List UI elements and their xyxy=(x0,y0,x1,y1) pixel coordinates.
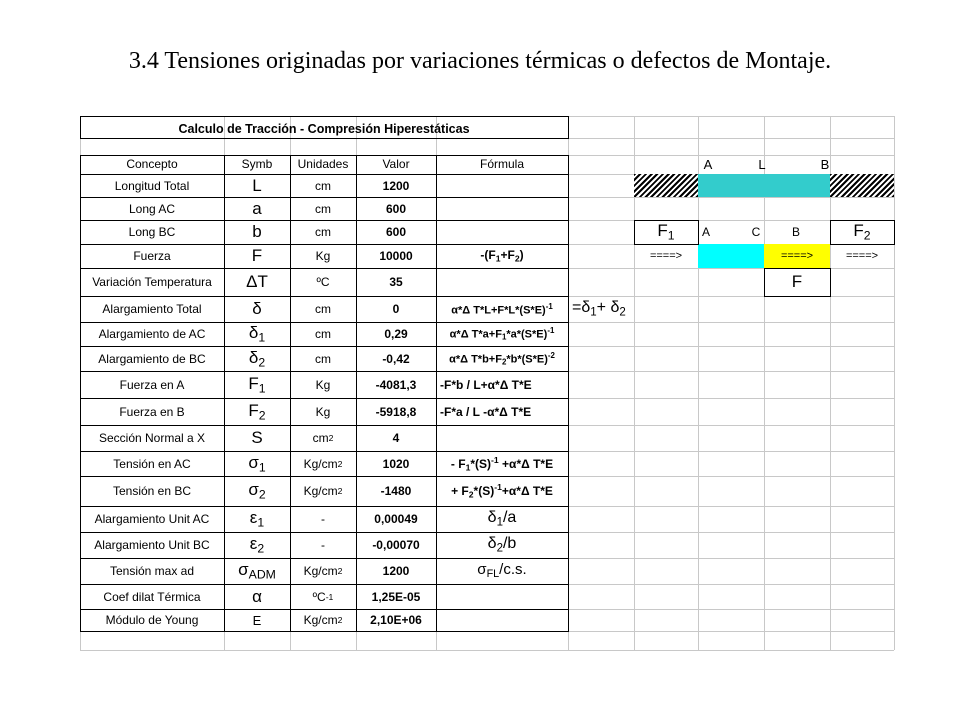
formula-delta-sum xyxy=(568,296,652,322)
symbol-L xyxy=(224,174,290,197)
unidades-cell: ºC xyxy=(316,275,330,289)
symbol-delta-2 xyxy=(224,346,290,371)
unidades-cell: Kg/cm 2 xyxy=(303,613,343,627)
valor-cell: 1200 xyxy=(382,564,410,578)
symbol-text: E xyxy=(252,612,262,628)
symbol-text: δ xyxy=(252,299,262,318)
valor-cell: -4081,3 xyxy=(375,377,417,392)
formula-text: $\sigma_{FL}/c.s$. xyxy=(477,561,527,581)
valor-cell: 4 xyxy=(392,431,400,445)
valor-cell: -5918,8 xyxy=(375,404,417,419)
valor-cell: -1480 xyxy=(380,484,412,498)
wall-right-hatch xyxy=(830,174,894,197)
arrow-middle-yellow xyxy=(764,244,830,268)
label-L-top: L xyxy=(758,156,766,172)
unidades-cell: - xyxy=(321,538,325,552)
symbol-F2 xyxy=(224,398,290,425)
unidades-cell: Kg xyxy=(315,377,331,392)
formula-text: - $F_1*(S)^{-1} +\alpha*\Delta$ T*E xyxy=(450,454,554,473)
valor-cell: 35 xyxy=(389,275,403,289)
unidades-cell: cm xyxy=(315,178,331,193)
unidades-cell: Kg/cm 2 xyxy=(303,564,343,578)
force-F1-box xyxy=(634,220,698,244)
concepto-cell: Alargamiento Unit AC xyxy=(94,512,210,526)
valor-cell: 600 xyxy=(385,225,407,239)
unidades-cell: cm xyxy=(315,201,331,216)
symbol-sigma-adm xyxy=(224,558,290,584)
unidades-cell: Kg xyxy=(315,404,331,419)
formula-text: -F*b / L+α*Δ T*E xyxy=(440,377,532,392)
valor-cell: -0,42 xyxy=(382,351,410,366)
symbol-text: $\varepsilon_2$ xyxy=(249,534,265,556)
concepto-cell: Tensión en BC xyxy=(112,484,192,498)
unidades-cell: Kg/cm 2 xyxy=(303,456,343,471)
force-F-box xyxy=(764,268,830,296)
valor-cell: 2,10E+06 xyxy=(370,613,422,627)
symbol-text: α xyxy=(252,586,262,606)
symbol-text: F xyxy=(251,246,263,265)
formula-text: $-(F_1+F_2)$ xyxy=(480,248,524,264)
sheet-title: Calculo de Tracción - Compresión Hiperestáticas xyxy=(178,121,470,136)
formula-fuerza xyxy=(436,244,568,268)
concepto-cell: Alargamiento Total xyxy=(102,302,202,316)
valor-cell: -0,00070 xyxy=(372,538,420,552)
concepto-cell: Long BC xyxy=(128,225,176,239)
bar-segment-cyan xyxy=(698,244,764,268)
label-B-mid: B xyxy=(791,225,800,239)
formula-text: $\delta_1/a$ xyxy=(487,509,517,529)
concepto-cell: Alargamiento de AC xyxy=(98,327,206,341)
formula-text: -F*a / L -α*Δ T*E xyxy=(440,404,532,419)
symbol-b xyxy=(224,220,290,244)
formula-tension-ac xyxy=(436,451,568,476)
formula-tension-bc xyxy=(436,476,568,506)
symbol-text: $F_1$ xyxy=(248,373,266,396)
symbol-text: ΔT xyxy=(246,272,268,291)
concepto-cell: Fuerza xyxy=(133,249,171,263)
formula-alargamiento-total xyxy=(436,296,568,322)
symbol-F1 xyxy=(224,371,290,398)
concepto-cell: Módulo de Young xyxy=(105,613,199,627)
symbol-epsilon-1 xyxy=(224,506,290,532)
valor-cell: 0,29 xyxy=(384,327,408,341)
symbol-text: $\sigma_{ADM}$ xyxy=(238,560,276,582)
symbol-sigma-1 xyxy=(224,451,290,476)
unidades-cell: cm xyxy=(315,225,331,239)
concepto-cell: Tensión max ad xyxy=(109,564,195,578)
formula-text: α*Δ $T*L+F*L*(S*E)^{-1}$ xyxy=(451,301,553,317)
formula-fuerza-b xyxy=(436,398,568,425)
valor-cell: 0,00049 xyxy=(374,512,418,526)
header-valor: Valor xyxy=(382,157,410,171)
unidades-cell: ºC -1 xyxy=(312,589,334,604)
formula-text: $=\delta_1+ \delta_2$ xyxy=(572,299,626,319)
symbol-text: L xyxy=(252,175,262,195)
arrow-right: ====> xyxy=(845,250,879,262)
symbol-delta-T xyxy=(224,268,290,296)
force-label: F xyxy=(791,272,803,291)
label-A-top: A xyxy=(703,156,713,172)
slide-title: 3.4 Tensiones originadas por variaciones térmicas o defectos de Montaje. xyxy=(128,48,832,74)
formula-tension-max xyxy=(436,558,568,584)
unidades-cell: - xyxy=(321,512,325,526)
symbol-delta xyxy=(224,296,290,322)
unidades-cell: cm 2 xyxy=(312,431,334,445)
symbol-a xyxy=(224,197,290,220)
symbol-text: $\delta_1$ xyxy=(248,323,266,345)
symbol-E xyxy=(224,609,290,631)
concepto-cell: Fuerza en B xyxy=(119,404,185,419)
symbol-F xyxy=(224,244,290,268)
concepto-cell: Long AC xyxy=(128,201,176,216)
formula-text: α*Δ $T*a+F_1*a*(S*E)^{-1}$ xyxy=(449,326,555,342)
concepto-cell: Fuerza en A xyxy=(119,377,185,392)
concepto-cell: Alargamiento de BC xyxy=(98,351,206,366)
symbol-S xyxy=(224,425,290,451)
valor-cell: 1,25E-05 xyxy=(371,589,421,604)
valor-cell: 0 xyxy=(392,302,400,316)
formula-text: $\delta_2/b$ xyxy=(487,535,517,555)
arrow-left: ====> xyxy=(649,250,683,262)
force-F2-box xyxy=(830,220,894,244)
spreadsheet xyxy=(80,116,894,650)
bar-full-length xyxy=(698,174,830,197)
label-C-mid: C xyxy=(751,225,761,239)
symbol-delta-1 xyxy=(224,322,290,346)
symbol-text: $\sigma_1$ xyxy=(248,452,266,475)
unidades-cell: Kg xyxy=(315,249,331,263)
symbol-text: $\varepsilon_1$ xyxy=(249,508,265,530)
valor-cell: 600 xyxy=(385,201,407,216)
symbol-text: $\sigma_2$ xyxy=(248,480,266,502)
label-A-mid: A xyxy=(701,225,710,239)
symbol-text: $\delta_2$ xyxy=(248,347,266,370)
symbol-text: S xyxy=(251,428,263,447)
force-label: $F_2$ xyxy=(853,221,871,243)
symbol-epsilon-2 xyxy=(224,532,290,558)
header-symb: Symb xyxy=(241,157,273,171)
concepto-cell: Coef dilat Térmica xyxy=(103,589,201,604)
concepto-cell: Alargamiento Unit BC xyxy=(94,538,210,552)
valor-cell: 10000 xyxy=(379,249,413,263)
symbol-text: $F_2$ xyxy=(248,400,266,423)
header-formula: Fórmula xyxy=(479,157,524,171)
symbol-alpha xyxy=(224,584,290,609)
wall-left-hatch xyxy=(634,174,698,197)
concepto-cell: Variación Temperatura xyxy=(92,275,212,289)
unidades-cell: cm xyxy=(315,327,331,341)
symbol-sigma-2 xyxy=(224,476,290,506)
force-label: $F_1$ xyxy=(657,221,675,243)
concepto-cell: Longitud Total xyxy=(114,178,190,193)
formula-unit-bc xyxy=(436,532,568,558)
unidades-cell: Kg/cm 2 xyxy=(303,484,343,498)
concepto-cell: Sección Normal a X xyxy=(98,431,206,445)
unidades-cell: cm xyxy=(315,302,331,316)
label-B-top: B xyxy=(820,156,830,172)
header-unidades: Unidades xyxy=(297,157,349,171)
formula-text: + $F_2*(S)^{-1}+\alpha*\Delta$ T*E xyxy=(451,482,553,500)
symbol-text: a xyxy=(252,198,262,218)
valor-cell: 1020 xyxy=(382,456,410,471)
formula-alargamiento-ac xyxy=(436,322,568,346)
valor-cell: 1200 xyxy=(382,178,410,193)
formula-fuerza-a xyxy=(436,371,568,398)
header-concepto: Concepto xyxy=(126,157,178,171)
formula-unit-ac xyxy=(436,506,568,532)
arrow-text: ====> xyxy=(780,250,814,262)
formula-text: α*Δ $T*b+F_2*b*(S*E)^{-2}$ xyxy=(449,350,555,367)
concepto-cell: Tensión en AC xyxy=(113,456,191,471)
symbol-text: b xyxy=(252,222,262,241)
unidades-cell: cm xyxy=(315,351,331,366)
formula-alargamiento-bc xyxy=(436,346,568,371)
